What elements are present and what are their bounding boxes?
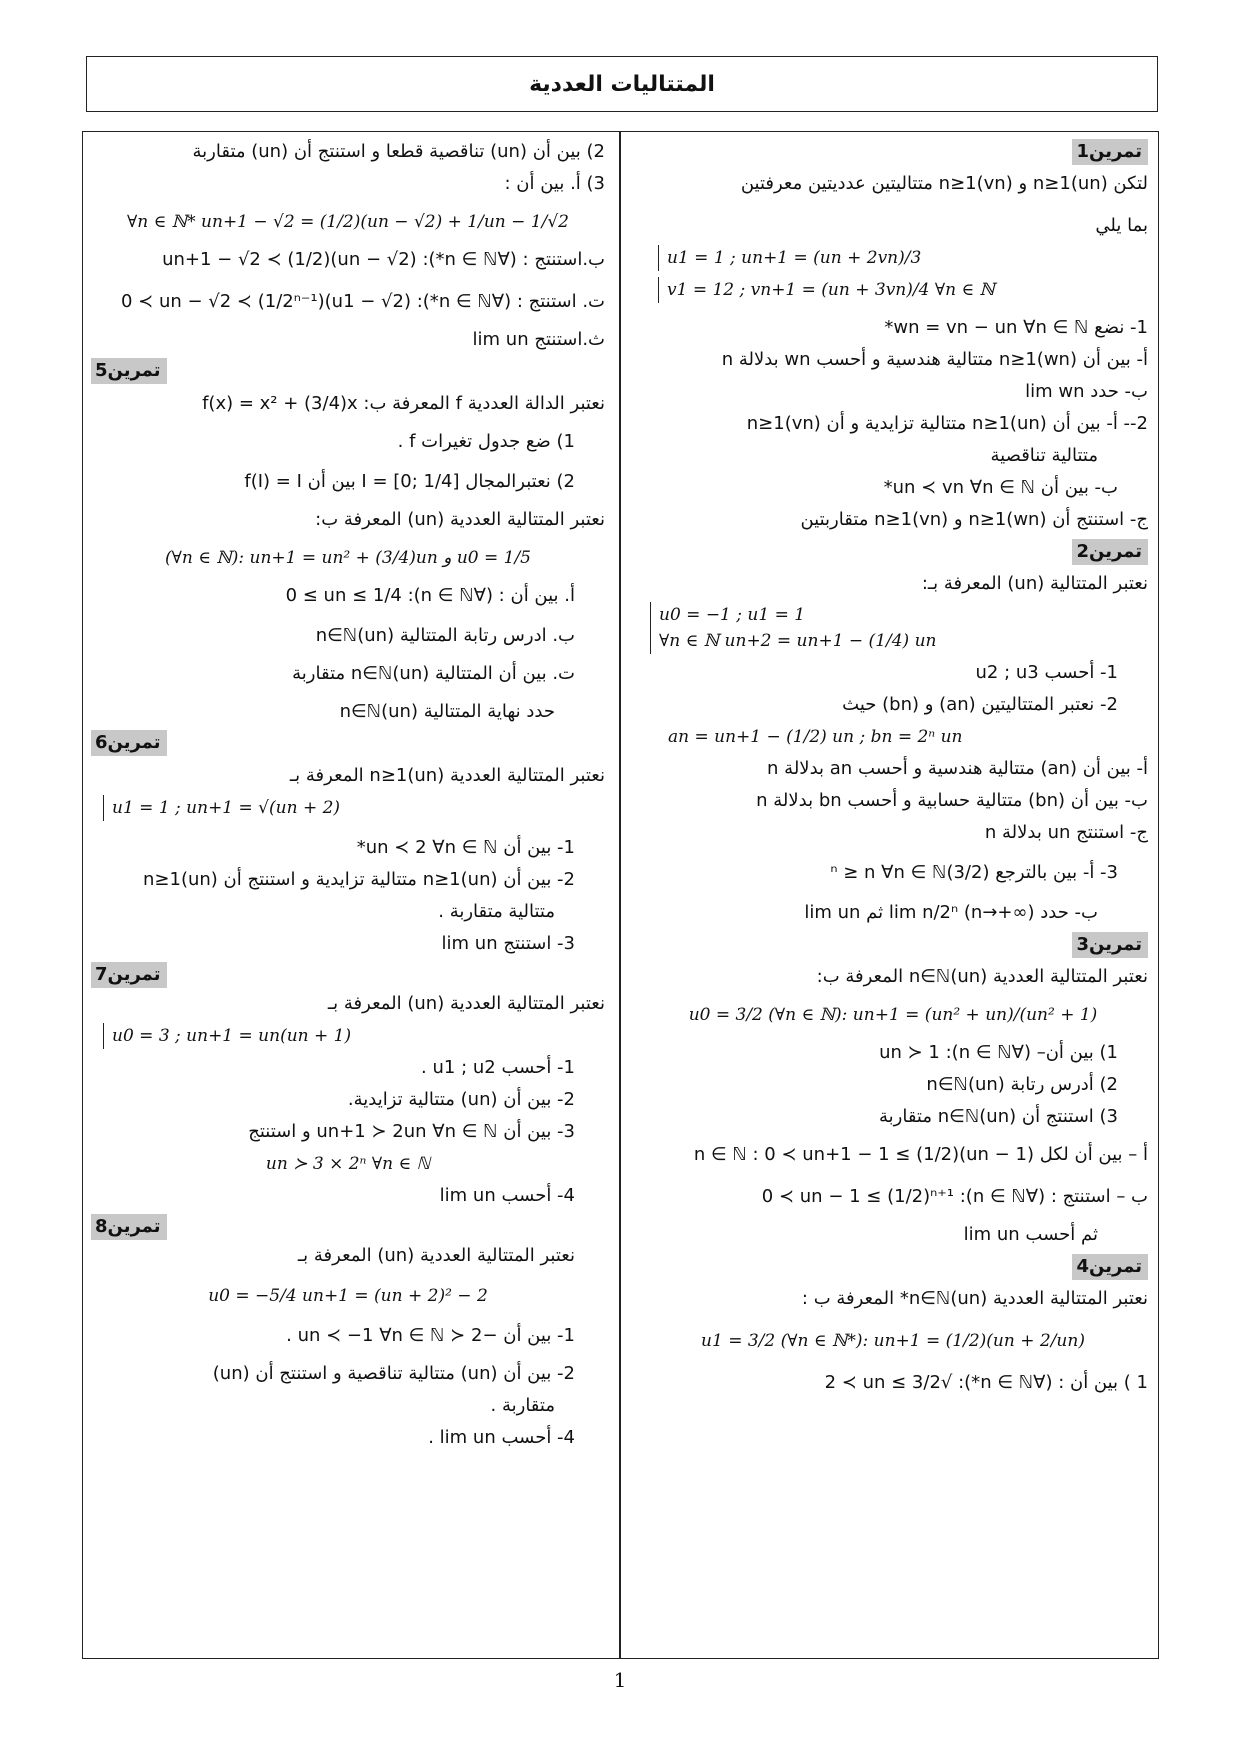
ex1-line-7: ب- حدد lim wn bbox=[1025, 381, 1148, 402]
ex7-line-1: نعتبر المتتالية العددية (un) المعرفة بـ bbox=[327, 993, 605, 1014]
ex1-line-9: متتالية تناقصية bbox=[990, 445, 1098, 466]
title-box bbox=[86, 56, 1158, 112]
exercise-5-heading: تمرين5 bbox=[91, 358, 167, 384]
ex5-line-2: 1) ضع جدول تغيرات f . bbox=[397, 431, 575, 452]
ex4c-line-6: ث.استنتج lim un bbox=[472, 329, 605, 350]
ex5-line-9: حدد نهاية المتتالية (un)n∈ℕ bbox=[339, 701, 555, 722]
content-frame bbox=[82, 131, 1159, 1659]
ex7-line-4: 2- بين أن (un) متتالية تزايدية. bbox=[347, 1089, 575, 1110]
ex2-line-11: ب- حدد lim n/2ⁿ (n→+∞) ثم lim un bbox=[804, 902, 1098, 923]
ex2-line-10: 3- أ- بين بالترجع (3/2)ⁿ ≥ n ∀n ∈ ℕ bbox=[830, 862, 1118, 883]
left-column bbox=[91, 136, 605, 1454]
ex7-line-3: 1- أحسب u1 ; u2 . bbox=[421, 1057, 575, 1078]
ex4c-line-1: 2) بين أن (un) تناقصية قطعا و استنتج أن (un) متقاربة bbox=[192, 141, 605, 162]
ex2-line-7: أ- بين أن (an) متتالية هندسية و أحسب an بدلالة n bbox=[767, 758, 1148, 779]
exercise-1 bbox=[638, 136, 1148, 536]
ex4c-line-2: 3) أ. بين أن : bbox=[504, 173, 605, 194]
exercise-2 bbox=[638, 536, 1148, 929]
ex5-line-5: (∀n ∈ ℕ): un+1 = un² + (3/4)un و u0 = 1/5 bbox=[164, 548, 532, 568]
ex6-line-4: 2- بين أن (un)n≥1 متتالية تزايدية و استنتج أن (un)n≥1 bbox=[142, 869, 575, 890]
ex7-line-7: 4- أحسب lim un bbox=[439, 1185, 575, 1206]
ex2-system-line-1: u0 = −1 ; u1 = 1 bbox=[659, 605, 806, 625]
ex1-line-6: أ- بين أن (wn)n≥1 متتالية هندسية و أحسب wn بدلالة n bbox=[721, 349, 1148, 370]
exercise-2-heading: تمرين2 bbox=[1072, 539, 1148, 565]
exercise-7 bbox=[91, 960, 605, 1212]
ex5-line-1: نعتبر الدالة العددية f المعرفة ب: f(x) = x² + (3/4)x bbox=[202, 393, 605, 414]
ex6-system-box: u1 = 1 ; un+1 = √(un + 2) bbox=[103, 795, 340, 821]
ex5-line-3: 2) نعتبرالمجال I = [0; 1/4] بين أن f(I) = I bbox=[244, 471, 575, 492]
ex3-line-7: ب – استنتج : (∀n ∈ ℕ): 0 ≺ un − 1 ≤ (1/2)ⁿ⁺¹ bbox=[761, 1186, 1148, 1207]
ex4c-line-3: ∀n ∈ ℕ* un+1 − √2 = (1/2)(un − √2) + 1/un − 1/√2 bbox=[127, 212, 569, 232]
ex8-line-6: 4- أحسب lim un . bbox=[428, 1427, 575, 1448]
ex1-line-8: 2-- أ- بين أن (un)n≥1 متتالية تزايدية و أن (vn)n≥1 bbox=[746, 413, 1148, 434]
ex3-line-4: 2) أدرس رتابة (un)n∈ℕ bbox=[926, 1074, 1118, 1095]
ex4-line-1: نعتبر المتتالية العددية (un)n∈ℕ* المعرفة ب : bbox=[801, 1288, 1148, 1309]
ex1-line-5: 1- نضع wn = vn − un ∀n ∈ ℕ* bbox=[884, 317, 1148, 338]
ex8-line-4: 2- بين أن (un) متتالية تناقصية و استنتج أن (un) bbox=[212, 1363, 575, 1384]
ex7-line-5: 3- بين أن un+1 ≻ 2un ∀n ∈ ℕ و استنتج bbox=[248, 1121, 575, 1142]
exercise-3-heading: تمرين3 bbox=[1072, 932, 1148, 958]
exercise-6-heading: تمرين6 bbox=[91, 730, 167, 756]
ex3-line-1: نعتبر المتتالية العددية (un)n∈ℕ المعرفة ب: bbox=[816, 966, 1148, 987]
ex7-system-box: u0 = 3 ; un+1 = un(un + 1) bbox=[103, 1023, 351, 1049]
exercise-1-heading: تمرين1 bbox=[1072, 139, 1148, 165]
column-divider bbox=[619, 132, 621, 1658]
ex1-system-u-box: u1 = 1 ; un+1 = (un + 2vn)/3 bbox=[658, 245, 921, 271]
ex2-system bbox=[638, 600, 1148, 657]
ex7-system bbox=[91, 1020, 605, 1052]
ex2-line-8: ب- بين أن (bn) متتالية حسابية و أحسب bn بدلالة n bbox=[756, 790, 1148, 811]
exercise-4 bbox=[638, 1251, 1148, 1399]
ex1-line-11: ج- استنتج أن (wn)n≥1 و (vn)n≥1 متقاربتين bbox=[800, 509, 1148, 530]
ex1-line-10: ب- بين أن un ≺ vn ∀n ∈ ℕ* bbox=[883, 477, 1118, 498]
ex6-line-5: متتالية متقاربة . bbox=[438, 901, 555, 922]
ex5-line-6: أ. بين أن : (∀n ∈ ℕ): 0 ≤ un ≤ 1/4 bbox=[285, 585, 575, 606]
ex1-system-v bbox=[638, 274, 1148, 306]
ex6-line-6: 3- استنتج lim un bbox=[441, 933, 575, 954]
ex3-line-5: 3) استنتج أن (un)n∈ℕ متقاربة bbox=[878, 1106, 1118, 1127]
ex2-line-1: نعتبر المتتالية (un) المعرفة بـ: bbox=[921, 573, 1148, 594]
exercise-6 bbox=[91, 728, 605, 960]
ex7-line-6: un ≻ 3 × 2ⁿ ∀n ∈ ℕ bbox=[265, 1154, 431, 1174]
ex1-line-2: بما يلي bbox=[1095, 215, 1148, 236]
ex5-line-4: نعتبر المتتالية العددية (un) المعرفة ب: bbox=[315, 509, 605, 530]
ex8-line-5: متقاربة . bbox=[490, 1395, 555, 1416]
ex6-system bbox=[91, 792, 605, 824]
ex3-line-6: أ – بين أن لكل n ∈ ℕ : 0 ≺ un+1 − 1 ≤ (1/2)(un − 1) bbox=[693, 1144, 1148, 1165]
ex5-line-8: ت. بين أن المتتالية (un)n∈ℕ متقاربة bbox=[292, 663, 575, 684]
ex4-line-3: 1 ) بين أن : (∀n ∈ ℕ*): √2 ≺ un ≤ 3/2 bbox=[824, 1372, 1148, 1393]
exercise-4-heading: تمرين4 bbox=[1072, 1254, 1148, 1280]
ex6-line-3: 1- بين أن un ≺ 2 ∀n ∈ ℕ* bbox=[356, 837, 575, 858]
ex1-system-v-box: v1 = 12 ; vn+1 = (un + 3vn)/4 ∀n ∈ ℕ bbox=[658, 277, 995, 303]
ex3-line-8: ثم أحسب lim un bbox=[963, 1224, 1098, 1245]
ex2-line-5: 2- نعتبر المتتاليتين (an) و (bn) حيث bbox=[842, 694, 1118, 715]
ex8-line-1: نعتبر المتتالية العددية (un) المعرفة بـ bbox=[297, 1245, 575, 1266]
ex8-line-3: 1- بين أن −2 ≺ un ≺ −1 ∀n ∈ ℕ . bbox=[286, 1325, 575, 1346]
exercise-8 bbox=[91, 1212, 605, 1454]
exercise-3 bbox=[638, 929, 1148, 1251]
ex2-line-9: ج- استنتج un بدلالة n bbox=[984, 822, 1148, 843]
ex5-line-7: ب. ادرس رتابة المتتالية (un)n∈ℕ bbox=[315, 625, 575, 646]
ex2-system-line-2: ∀n ∈ ℕ un+2 = un+1 − (1/4) un bbox=[659, 631, 937, 651]
ex8-line-2: u0 = −5/4 un+1 = (un + 2)² − 2 bbox=[208, 1286, 488, 1306]
ex4-line-2: u1 = 3/2 (∀n ∈ ℕ*): un+1 = (1/2)(un + 2/un) bbox=[701, 1331, 1085, 1351]
exercise-7-heading: تمرين7 bbox=[91, 962, 167, 988]
exercise-8-heading: تمرين8 bbox=[91, 1214, 167, 1240]
ex1-system-u bbox=[638, 242, 1148, 274]
exercise-4-continued bbox=[91, 136, 605, 356]
right-column bbox=[638, 136, 1148, 1399]
page-number: 1 bbox=[613, 1668, 627, 1692]
ex3-line-3: 1) بين أن– (∀n ∈ ℕ): un ≻ 1 bbox=[879, 1042, 1118, 1063]
ex3-line-2: u0 = 3/2 (∀n ∈ ℕ): un+1 = (un² + un)/(un² + 1) bbox=[688, 1005, 1098, 1025]
page-title: المتتاليات العددية bbox=[529, 71, 715, 97]
ex6-line-1: نعتبر المتتالية العددية (un)n≥1 المعرفة بـ bbox=[289, 765, 605, 786]
ex2-line-4: 1- أحسب u2 ; u3 bbox=[975, 662, 1118, 683]
ex4c-line-4: ب.استنتج : (∀n ∈ ℕ*): un+1 − √2 ≺ (1/2)(un − √2) bbox=[162, 249, 605, 270]
exercise-5 bbox=[91, 356, 605, 728]
ex4c-line-5: ت. استنتج : (∀n ∈ ℕ*): 0 ≺ un − √2 ≺ (1/2ⁿ⁻¹)(u1 − √2) bbox=[120, 291, 605, 312]
ex1-line-1: لتكن (un)n≥1 و (vn)n≥1 متتاليتين عدديتين معرفتين bbox=[740, 173, 1148, 194]
ex2-line-6: an = un+1 − (1/2) un ; bn = 2ⁿ un bbox=[668, 727, 963, 747]
